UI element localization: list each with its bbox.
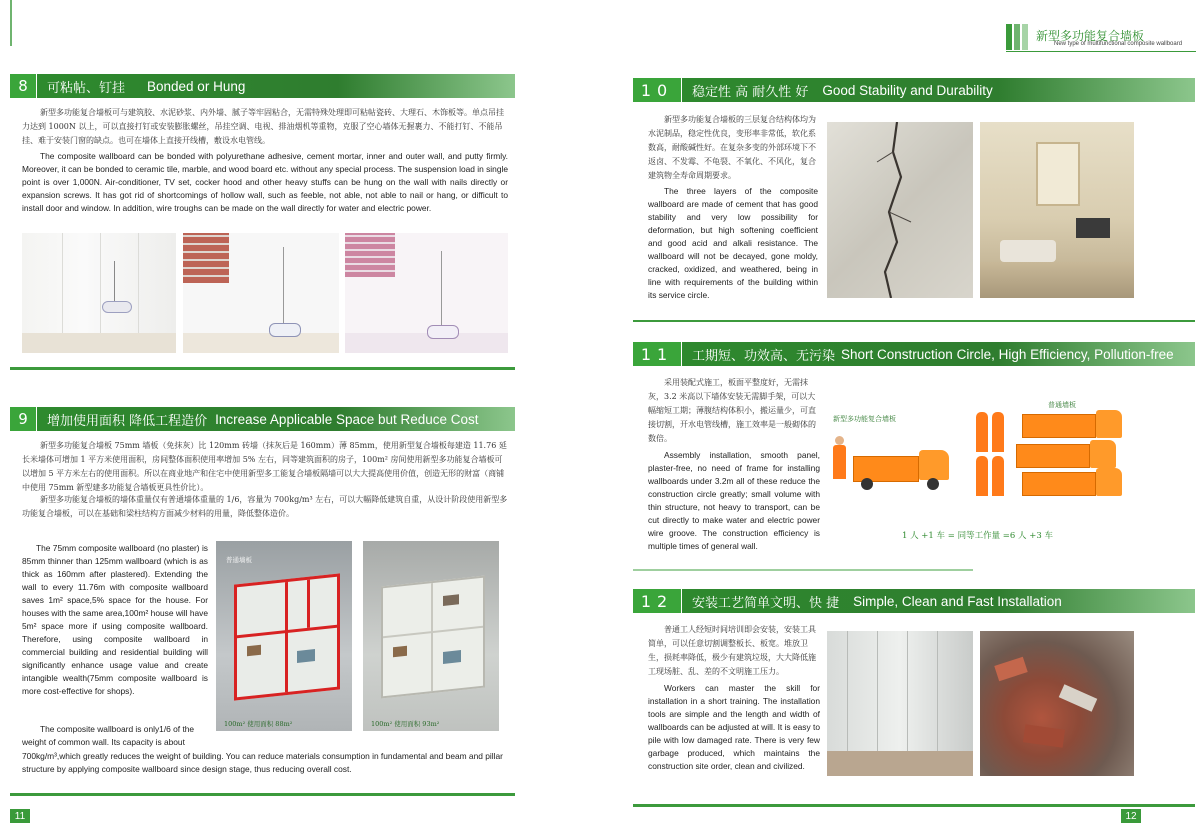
section-9-body-en-2a: The composite wallboard is only1/6 of the weight of common wall. Its capacity is about bbox=[22, 724, 195, 747]
section-12-title-zh: 安装工艺简单文明、快 捷 bbox=[692, 595, 840, 611]
section-11-number: 11 bbox=[633, 342, 682, 366]
header-title-zh: 新型多功能复合墙板 bbox=[1036, 29, 1145, 43]
wallboard-installation-photo bbox=[827, 631, 973, 776]
section-8-bottom-rule bbox=[10, 367, 515, 370]
section-8-body-zh: 新型多功能复合墙板可与建筑胶、水泥砂浆、内外墙、腻子等牢固粘合，无需特殊处理即可粘帖瓷砖、大理石、木饰板等。单点吊挂力达到 1000N 以上，可以直接打钉或安装膨胀螺丝，吊挂空调、电视、排油烟机等重物，克服了空心墙体无握裹力、不能打钉、不能吊挂、难于安装门窗的缺点。也可在墙体上直接开线槽，敷设水电管线。 bbox=[22, 108, 504, 145]
section-8-header bbox=[10, 74, 515, 98]
section-12-header bbox=[633, 589, 1195, 613]
section-10-bottom-rule bbox=[633, 320, 1195, 322]
header-title-en: New type of multifunctional composite wallboard bbox=[1054, 41, 1183, 47]
section-12-title-en: Simple, Clean and Fast Installation bbox=[853, 593, 1062, 609]
hanging-test-photo-2 bbox=[183, 233, 339, 353]
left-page-edge-mark bbox=[10, 0, 12, 46]
section-11-body-en: Assembly installation, smooth panel, plaster-free, no need of frame for installing wallboards under 3.2m all of these reduce the construction circle greatly; small volume with thin structure, not heavy to transport, can be cut directly to make water and electric power wire groove. The construction efficiency is multiple times of general wall. bbox=[648, 450, 820, 551]
section-10-title-zh: 稳定性 高 耐久性 好 bbox=[692, 84, 809, 100]
section-12-body-zh: 普通工人经短时间培训即会安装，安装工具简单，可以任意切割调整板长、板宽。堆放卫生，损耗率降低，极少有建筑垃圾，大大降低施工现场脏、乱、差的不文明施工压力。 bbox=[648, 625, 816, 676]
truck-icon-stack bbox=[1016, 410, 1128, 498]
hanging-test-photo-1 bbox=[22, 233, 176, 353]
section-12-number: 12 bbox=[633, 589, 682, 613]
section-9-title-en: Increase Applicable Space but Reduce Cost bbox=[215, 411, 479, 427]
section-8-title-zh: 可粘帖、钉挂 bbox=[47, 80, 126, 96]
cracked-wall-photo bbox=[827, 122, 973, 298]
section-11-equation: 1 人 +1 车 = 同等工作量 =6 人 +3 车 bbox=[902, 531, 1053, 541]
section-9-body-en-1: The 75mm composite wallboard (no plaster) is 85mm thinner than 125mm wallboard (which is as thick as 160mm after plastered). Extending the wall to every 11.76m with composite wallboard saves 1m² space,5% space for the house. For houses with the same area,100m² house will have 5m² space more if using composite wallboard. Therefore, using composite wallboard in commercial building and residential building will significantly enhance usage value and create intangible wealth(75mm composite wallboard is more cost-effective for shops). bbox=[22, 543, 208, 696]
worker-figure-1 bbox=[833, 436, 847, 480]
truck-icon bbox=[853, 450, 951, 492]
construction-debris-photo bbox=[980, 631, 1134, 776]
section-10-title-en: Good Stability and Durability bbox=[822, 82, 993, 98]
section-9-title-zh: 增加使用面积 降低工程造价 bbox=[47, 413, 208, 429]
floor-plan-composite-wall bbox=[363, 541, 499, 731]
section-9-number: 9 bbox=[10, 407, 37, 431]
section-11-label-standard: 普通墙板 bbox=[1048, 401, 1076, 409]
right-page-bottom-rule bbox=[633, 804, 1195, 807]
page-number-left: 11 bbox=[10, 809, 30, 823]
section-11-header bbox=[633, 342, 1195, 366]
floor-plan-left-area: 100m² 使用面积 88m² bbox=[224, 720, 293, 728]
section-10-body-zh: 新型多功能复合墙板的三层复合结构体均为水泥制品，稳定性优良，变形率非常低，软化系数高，耐酸碱性好。在复杂多变的外部环境下不返卤、不发霉、不龟裂、不氧化、不风化，复合建筑物全寿命周期要求。 bbox=[648, 115, 816, 180]
section-8-body-en: The composite wallboard can be bonded with polyurethane adhesive, cement mortar, inner and outer wall, and putty firmly. Moreover, it can be bonded to ceramic tile, marble, and wood board etc. without any special process. The suspension load in single point is over 1,000N. Air-conditioner, TV set, cocker hood and other heavy stuffs can be hung on the wall with nails directly or expansion screws. It has got rid of shortcomings of hollow wall, such as feeble, not able, not able to nail or hang, or difficult to install door and window. In addition, wire troughs can be made on the wall directly for water and electric power. bbox=[22, 151, 508, 213]
section-9-body-en-2b: 700kg/m³,which greatly reduces the weight of building. You can reduce materials consumption in fundamental and beam and pillar structure by applying composite wallboard since design stage, thus reducing overall cost. bbox=[22, 751, 503, 774]
section-10-header bbox=[633, 78, 1195, 102]
section-11-title-zh: 工期短、功效高、无污染 bbox=[692, 348, 836, 364]
living-room-photo bbox=[980, 122, 1134, 298]
page-number-right: 12 bbox=[1121, 809, 1141, 823]
floor-plan-standard-wall bbox=[216, 541, 352, 731]
header-logo-mark bbox=[1006, 24, 1030, 50]
section-11-label-composite: 新型多功能复合墙板 bbox=[833, 415, 896, 423]
hanging-test-photo-3 bbox=[345, 233, 508, 353]
section-9-body-zh-1: 新型多功能复合墙板 75mm 墙板（免抹灰）比 120mm 砖墙（抹灰后是 160mm）薄 85mm，使用新型复合墙板每建造 11.76 延长米墙体可增加 1 平方米使用面积，房间整体面积使用率增加 5% 左右，同等建筑面积的房子，100m² 房间使用新型多功能复合墙板可以增加 5 平方米左右的使用面积。所以在商业地产和住宅中使用新型多工能复合墙板隔墙可以大大提高使用价值，创造无形的财富（商铺中使用 75mm 新型建多功能复合墙板更具性价比）。 bbox=[22, 441, 507, 492]
header-rule bbox=[1006, 51, 1196, 52]
section-11-body-zh: 采用装配式施工，板面平整度好，无需抹灰，3.2 米高以下墙体安装无需脚手架，可以大幅缩短工期；薄腹结构体积小，搬运量少，可直接切割，开水电管线槽，施工效率是一般砌体的数倍。 bbox=[648, 378, 816, 443]
section-10-body-en: The three layers of the composite wallboard are made of cement that has good stability and very low possibility for deformation, but high softening coefficient and good acid and alkali resistance. The wallboard will not be decayed, gone moldy, cracked, oxidized, and weathered, being in line with requirements of the building within its service circle. bbox=[648, 186, 818, 300]
section-11-title-en: Short Construction Circle, High Efficiency, Pollution-free bbox=[841, 346, 1174, 362]
section-8-number: 8 bbox=[10, 74, 37, 98]
left-page-bottom-rule bbox=[10, 793, 515, 796]
section-10-number: 10 bbox=[633, 78, 682, 102]
section-8-title-en: Bonded or Hung bbox=[147, 78, 246, 94]
floor-plan-left-label: 普通墙板 bbox=[226, 556, 252, 564]
floor-plan-right-area: 100m² 使用面积 93m² bbox=[371, 720, 440, 728]
section-9-header bbox=[10, 407, 515, 431]
section-11-bottom-rule bbox=[633, 569, 973, 571]
section-9-body-zh-2: 新型多功能复合墙板的墙体重量仅有普通墙体重量的 1/6，容量为 700kg/m³ 左右，可以大幅降低建筑自重，从设计阶段使用新型多功能复合墙板，可以在基础和梁柱结构方面减少材料的用量，降低整体造价。 bbox=[22, 495, 508, 518]
section-12-body-en: Workers can master the skill for installation in a short training. The installation tools are simple and the length and width of wallboards can be adjusted at will. It is easy to pile with low damaged rate. There is very few garbage produced, which maintains the construction site order, clean and civilized. bbox=[648, 683, 820, 771]
worker-group bbox=[976, 412, 1012, 498]
